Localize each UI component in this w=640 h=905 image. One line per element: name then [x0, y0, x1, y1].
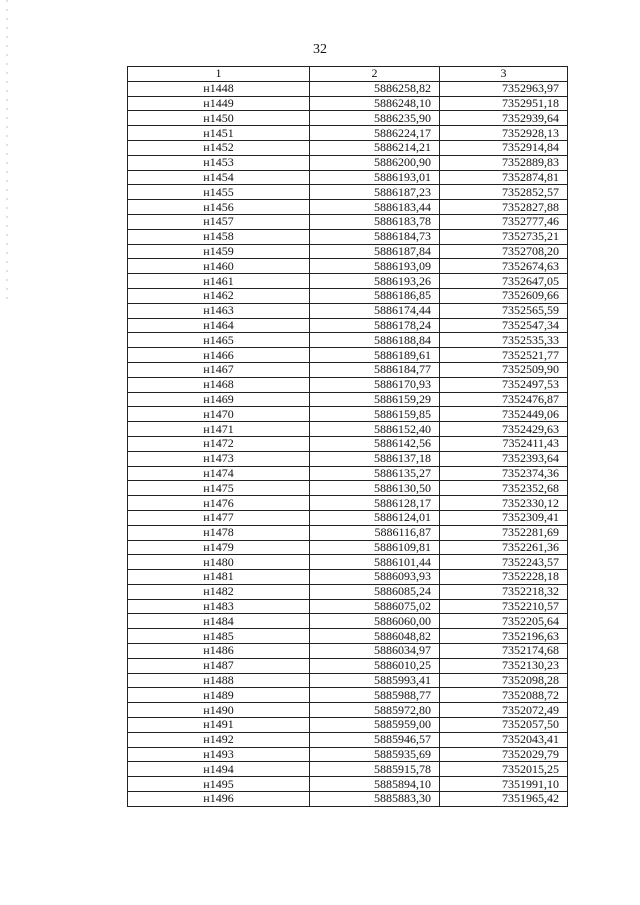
x-coordinate-cell: 5886224,17	[310, 126, 440, 141]
table-row	[128, 481, 568, 496]
table-row	[128, 126, 568, 141]
table-row	[128, 747, 568, 762]
y-coordinate-cell: 7352029,79	[440, 747, 568, 762]
x-coordinate-cell: 5886248,10	[310, 96, 440, 111]
table-row	[128, 570, 568, 585]
point-id-cell: н1491	[128, 718, 310, 733]
point-id-cell: н1455	[128, 185, 310, 200]
y-coordinate-cell: 7352735,21	[440, 229, 568, 244]
y-coordinate-cell: 7352963,97	[440, 81, 568, 96]
x-coordinate-cell: 5886010,25	[310, 658, 440, 673]
point-id-cell: н1465	[128, 333, 310, 348]
point-id-cell: н1489	[128, 688, 310, 703]
point-id-cell: н1456	[128, 200, 310, 215]
x-coordinate-cell: 5886188,84	[310, 333, 440, 348]
y-coordinate-cell: 7352521,77	[440, 348, 568, 363]
y-coordinate-cell: 7352827,88	[440, 200, 568, 215]
y-coordinate-cell: 7352205,64	[440, 614, 568, 629]
x-coordinate-cell: 5886142,56	[310, 436, 440, 451]
point-id-cell: н1495	[128, 777, 310, 792]
x-coordinate-cell: 5885972,80	[310, 703, 440, 718]
point-id-cell: н1493	[128, 747, 310, 762]
x-coordinate-cell: 5885883,30	[310, 792, 440, 807]
point-id-cell: н1496	[128, 792, 310, 807]
column-header-x: 2	[310, 67, 440, 82]
table-body	[128, 81, 568, 806]
point-id-cell: н1470	[128, 407, 310, 422]
table-row	[128, 244, 568, 259]
table-row	[128, 81, 568, 96]
point-id-cell: н1484	[128, 614, 310, 629]
table-row	[128, 214, 568, 229]
table-row	[128, 629, 568, 644]
x-coordinate-cell: 5886187,23	[310, 185, 440, 200]
point-id-cell: н1464	[128, 318, 310, 333]
y-coordinate-cell: 7352411,43	[440, 436, 568, 451]
table-row	[128, 436, 568, 451]
y-coordinate-cell: 7352565,59	[440, 303, 568, 318]
table-row	[128, 377, 568, 392]
y-coordinate-cell: 7352647,05	[440, 274, 568, 289]
y-coordinate-cell: 7352352,68	[440, 481, 568, 496]
x-coordinate-cell: 5886183,44	[310, 200, 440, 215]
x-coordinate-cell: 5886048,82	[310, 629, 440, 644]
point-id-cell: н1461	[128, 274, 310, 289]
table-row	[128, 333, 568, 348]
table-row	[128, 392, 568, 407]
point-id-cell: н1473	[128, 451, 310, 466]
point-id-cell: н1460	[128, 259, 310, 274]
table-row	[128, 599, 568, 614]
x-coordinate-cell: 5886159,85	[310, 407, 440, 422]
x-coordinate-cell: 5886159,29	[310, 392, 440, 407]
y-coordinate-cell: 7352951,18	[440, 96, 568, 111]
y-coordinate-cell: 7352429,63	[440, 422, 568, 437]
table-row	[128, 584, 568, 599]
table-row	[128, 732, 568, 747]
table-row	[128, 525, 568, 540]
x-coordinate-cell: 5886258,82	[310, 81, 440, 96]
point-id-cell: н1481	[128, 570, 310, 585]
y-coordinate-cell: 7352243,57	[440, 555, 568, 570]
table-row	[128, 466, 568, 481]
y-coordinate-cell: 7352072,49	[440, 703, 568, 718]
table-row	[128, 792, 568, 807]
x-coordinate-cell: 5886189,61	[310, 348, 440, 363]
point-id-cell: н1469	[128, 392, 310, 407]
x-coordinate-cell: 5886034,97	[310, 644, 440, 659]
x-coordinate-cell: 5886128,17	[310, 496, 440, 511]
y-coordinate-cell: 7352535,33	[440, 333, 568, 348]
y-coordinate-cell: 7351965,42	[440, 792, 568, 807]
x-coordinate-cell: 5886174,44	[310, 303, 440, 318]
point-id-cell: н1488	[128, 673, 310, 688]
x-coordinate-cell: 5886075,02	[310, 599, 440, 614]
x-coordinate-cell: 5886200,90	[310, 155, 440, 170]
y-coordinate-cell: 7352547,34	[440, 318, 568, 333]
table-row	[128, 259, 568, 274]
x-coordinate-cell: 5886135,27	[310, 466, 440, 481]
point-id-cell: н1463	[128, 303, 310, 318]
point-id-cell: н1492	[128, 732, 310, 747]
x-coordinate-cell: 5886124,01	[310, 510, 440, 525]
point-id-cell: н1471	[128, 422, 310, 437]
x-coordinate-cell: 5886085,24	[310, 584, 440, 599]
table-row	[128, 658, 568, 673]
x-coordinate-cell: 5886152,40	[310, 422, 440, 437]
y-coordinate-cell: 7352218,32	[440, 584, 568, 599]
y-coordinate-cell: 7352674,63	[440, 259, 568, 274]
x-coordinate-cell: 5885915,78	[310, 762, 440, 777]
x-coordinate-cell: 5886101,44	[310, 555, 440, 570]
table-row	[128, 496, 568, 511]
x-coordinate-cell: 5886186,85	[310, 288, 440, 303]
x-coordinate-cell: 5886193,26	[310, 274, 440, 289]
x-coordinate-cell: 5886193,09	[310, 259, 440, 274]
y-coordinate-cell: 7352330,12	[440, 496, 568, 511]
point-id-cell: н1459	[128, 244, 310, 259]
y-coordinate-cell: 7352210,57	[440, 599, 568, 614]
y-coordinate-cell: 7352852,57	[440, 185, 568, 200]
coordinates-table	[127, 66, 568, 807]
x-coordinate-cell: 5886060,00	[310, 614, 440, 629]
y-coordinate-cell: 7352708,20	[440, 244, 568, 259]
table-row	[128, 777, 568, 792]
x-coordinate-cell: 5886184,73	[310, 229, 440, 244]
point-id-cell: н1476	[128, 496, 310, 511]
y-coordinate-cell: 7352914,84	[440, 140, 568, 155]
point-id-cell: н1494	[128, 762, 310, 777]
y-coordinate-cell: 7352309,41	[440, 510, 568, 525]
point-id-cell: н1453	[128, 155, 310, 170]
point-id-cell: н1486	[128, 644, 310, 659]
point-id-cell: н1462	[128, 288, 310, 303]
y-coordinate-cell: 7352497,53	[440, 377, 568, 392]
table-row	[128, 229, 568, 244]
x-coordinate-cell: 5885935,69	[310, 747, 440, 762]
point-id-cell: н1457	[128, 214, 310, 229]
table-row	[128, 555, 568, 570]
table-row	[128, 96, 568, 111]
table-row	[128, 688, 568, 703]
table-row	[128, 303, 568, 318]
x-coordinate-cell: 5886187,84	[310, 244, 440, 259]
y-coordinate-cell: 7352509,90	[440, 362, 568, 377]
x-coordinate-cell: 5886137,18	[310, 451, 440, 466]
y-coordinate-cell: 7352374,36	[440, 466, 568, 481]
y-coordinate-cell: 7352777,46	[440, 214, 568, 229]
point-id-cell: н1458	[128, 229, 310, 244]
x-coordinate-cell: 5886214,21	[310, 140, 440, 155]
x-coordinate-cell: 5886170,93	[310, 377, 440, 392]
table-row	[128, 140, 568, 155]
column-header-y: 3	[440, 67, 568, 82]
y-coordinate-cell: 7352928,13	[440, 126, 568, 141]
y-coordinate-cell: 7352609,66	[440, 288, 568, 303]
page-number: 32	[313, 42, 327, 57]
table-row	[128, 673, 568, 688]
x-coordinate-cell: 5885946,57	[310, 732, 440, 747]
point-id-cell: н1490	[128, 703, 310, 718]
point-id-cell: н1452	[128, 140, 310, 155]
x-coordinate-cell: 5886183,78	[310, 214, 440, 229]
y-coordinate-cell: 7352449,06	[440, 407, 568, 422]
table-header-row	[128, 67, 568, 82]
table-row	[128, 362, 568, 377]
y-coordinate-cell: 7352281,69	[440, 525, 568, 540]
table-row	[128, 451, 568, 466]
x-coordinate-cell: 5886193,01	[310, 170, 440, 185]
table-row	[128, 111, 568, 126]
x-coordinate-cell: 5886093,93	[310, 570, 440, 585]
x-coordinate-cell: 5886178,24	[310, 318, 440, 333]
table-row	[128, 614, 568, 629]
y-coordinate-cell: 7352088,72	[440, 688, 568, 703]
y-coordinate-cell: 7352196,63	[440, 629, 568, 644]
point-id-cell: н1478	[128, 525, 310, 540]
x-coordinate-cell: 5885894,10	[310, 777, 440, 792]
y-coordinate-cell: 7351991,10	[440, 777, 568, 792]
x-coordinate-cell: 5886116,87	[310, 525, 440, 540]
column-header-point: 1	[128, 67, 310, 82]
point-id-cell: н1467	[128, 362, 310, 377]
table-row	[128, 155, 568, 170]
point-id-cell: н1485	[128, 629, 310, 644]
y-coordinate-cell: 7352057,50	[440, 718, 568, 733]
y-coordinate-cell: 7352261,36	[440, 540, 568, 555]
x-coordinate-cell: 5886130,50	[310, 481, 440, 496]
x-coordinate-cell: 5885988,77	[310, 688, 440, 703]
point-id-cell: н1449	[128, 96, 310, 111]
point-id-cell: н1479	[128, 540, 310, 555]
table-row	[128, 644, 568, 659]
point-id-cell: н1466	[128, 348, 310, 363]
x-coordinate-cell: 5886184,77	[310, 362, 440, 377]
y-coordinate-cell: 7352889,83	[440, 155, 568, 170]
table-row	[128, 348, 568, 363]
x-coordinate-cell: 5886109,81	[310, 540, 440, 555]
point-id-cell: н1450	[128, 111, 310, 126]
x-coordinate-cell: 5885959,00	[310, 718, 440, 733]
y-coordinate-cell: 7352228,18	[440, 570, 568, 585]
y-coordinate-cell: 7352015,25	[440, 762, 568, 777]
y-coordinate-cell: 7352043,41	[440, 732, 568, 747]
x-coordinate-cell: 5885993,41	[310, 673, 440, 688]
y-coordinate-cell: 7352393,64	[440, 451, 568, 466]
point-id-cell: н1482	[128, 584, 310, 599]
point-id-cell: н1477	[128, 510, 310, 525]
point-id-cell: н1451	[128, 126, 310, 141]
point-id-cell: н1483	[128, 599, 310, 614]
point-id-cell: н1480	[128, 555, 310, 570]
table-row	[128, 540, 568, 555]
y-coordinate-cell: 7352874,81	[440, 170, 568, 185]
point-id-cell: н1448	[128, 81, 310, 96]
table-row	[128, 288, 568, 303]
table-row	[128, 718, 568, 733]
point-id-cell: н1454	[128, 170, 310, 185]
table-row	[128, 510, 568, 525]
table-row	[128, 762, 568, 777]
y-coordinate-cell: 7352174,68	[440, 644, 568, 659]
table-row	[128, 274, 568, 289]
table-row	[128, 703, 568, 718]
y-coordinate-cell: 7352476,87	[440, 392, 568, 407]
point-id-cell: н1468	[128, 377, 310, 392]
y-coordinate-cell: 7352098,28	[440, 673, 568, 688]
point-id-cell: н1472	[128, 436, 310, 451]
table-row	[128, 318, 568, 333]
point-id-cell: н1487	[128, 658, 310, 673]
table-row	[128, 200, 568, 215]
y-coordinate-cell: 7352130,23	[440, 658, 568, 673]
table-row	[128, 422, 568, 437]
y-coordinate-cell: 7352939,64	[440, 111, 568, 126]
point-id-cell: н1475	[128, 481, 310, 496]
point-id-cell: н1474	[128, 466, 310, 481]
table-row	[128, 407, 568, 422]
x-coordinate-cell: 5886235,90	[310, 111, 440, 126]
table-row	[128, 185, 568, 200]
table-row	[128, 170, 568, 185]
